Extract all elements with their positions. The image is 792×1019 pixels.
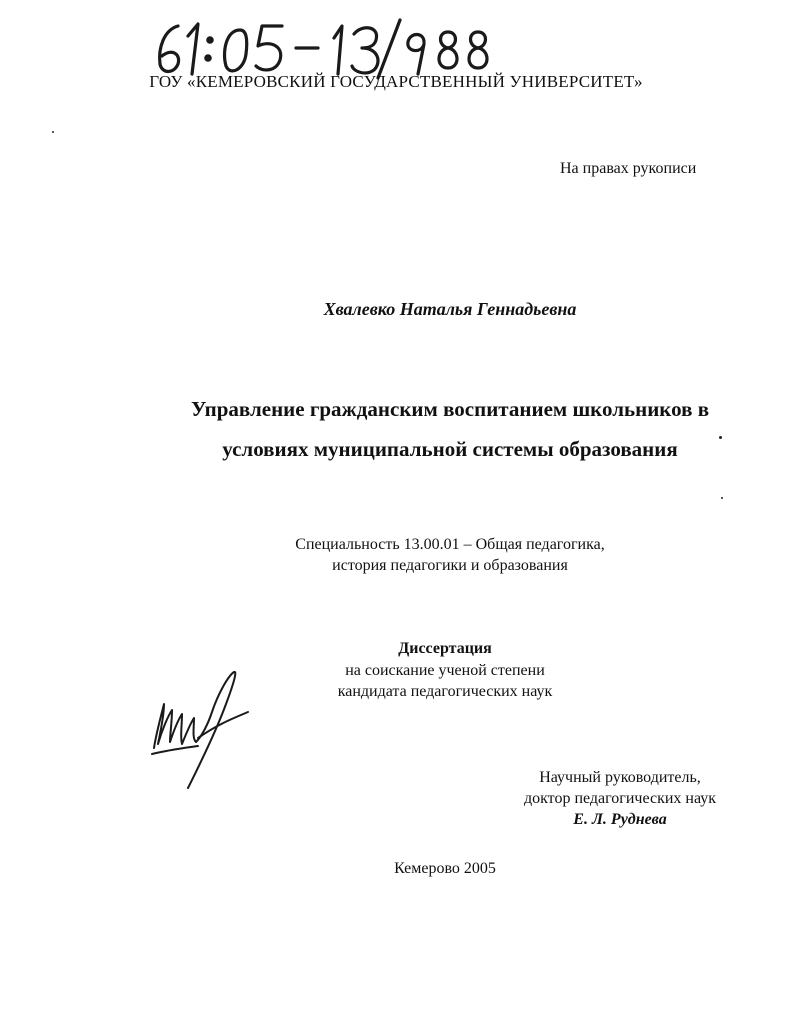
university-name: ГОУ «КЕМЕРОВСКИЙ ГОСУДАРСТВЕННЫЙ УНИВЕРСИТЕТ» [149, 72, 643, 91]
specialty-line-1: Специальность 13.00.01 – Общая педагогика, [295, 536, 605, 553]
advisor-name: Е. Л. Руднева [573, 811, 667, 828]
advisor-role: Научный руководитель, [539, 769, 701, 786]
specialty-line-2: история педагогики и образования [332, 557, 568, 574]
author-name: Хвалевко Наталья Геннадьевна [323, 299, 577, 319]
scan-speck [52, 131, 54, 133]
manuscript-rights-note: На правах рукописи [560, 160, 697, 177]
specialty-block [260, 534, 640, 576]
degree-block [250, 660, 640, 702]
title-line-1: Управление гражданским воспитанием школьников в [190, 397, 710, 421]
degree-line-1: на соискание ученой степени [345, 662, 545, 679]
title-line-2: условиях муниципальной системы образования [222, 437, 678, 461]
dissertation-title [140, 389, 760, 469]
scan-speck [719, 436, 722, 439]
advisor-block [470, 767, 770, 830]
scan-speck [721, 497, 723, 499]
degree-line-2: кандидата педагогических наук [337, 683, 553, 700]
advisor-degree: доктор педагогических наук [523, 790, 717, 807]
signature-icon [138, 664, 258, 794]
city-and-year: Кемерово 2005 [394, 860, 496, 877]
dissertation-label: Диссертация [398, 640, 492, 657]
